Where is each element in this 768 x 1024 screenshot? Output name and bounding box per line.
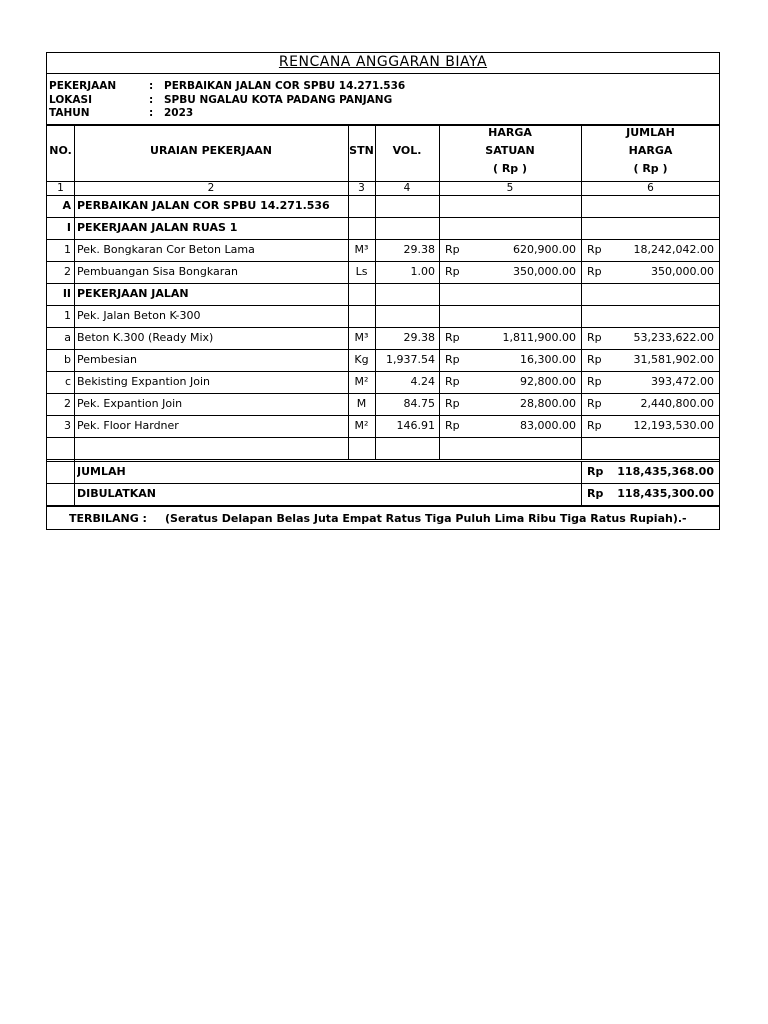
row-volume: 4.24 [410,375,435,388]
total-label: DIBULATKAN [77,487,156,500]
terbilang-text: (Seratus Delapan Belas Juta Empat Ratus Tiga Puluh Lima Ribu Tiga Ratus Rupiah).- [165,512,687,525]
row-unit-price [439,305,576,327]
row-currency: Rp [587,419,602,432]
header-jumlah: HARGA [628,144,673,157]
row-amount: 53,233,622.00 [633,331,714,344]
column-number: 5 [506,182,514,194]
info-label: LOKASI [49,94,92,106]
row-volume [375,437,435,459]
row-amount [581,195,714,217]
header-vol: VOL. [392,144,422,157]
row-currency: Rp [445,243,460,256]
row-description: Pembuangan Sisa Bongkaran [77,265,238,278]
row-currency: Rp [587,331,602,344]
row-amount: 18,242,042.00 [633,243,714,256]
row-unit-price [439,195,576,217]
row-volume: 1.00 [410,265,435,278]
row-unit-price: 28,800.00 [520,397,576,410]
row-volume: 1,937.54 [386,353,435,366]
row-unit [348,217,375,239]
row-unit [348,283,375,305]
row-currency: Rp [445,353,460,366]
row-description: Beton K.300 (Ready Mix) [77,331,214,344]
row-description: Pek. Bongkaran Cor Beton Lama [77,243,255,256]
row-unit-price: 92,800.00 [520,375,576,388]
column-number: 3 [358,182,365,194]
row-description: PEKERJAAN JALAN RUAS 1 [77,221,238,234]
info-value: SPBU NGALAU KOTA PADANG PANJANG [164,94,393,106]
row-currency: Rp [445,375,460,388]
header-no: NO. [49,144,72,157]
row-no: b [64,353,71,366]
info-colon: : [149,107,154,119]
row-unit-price [439,437,576,459]
row-amount [581,437,714,459]
row-amount: 393,472.00 [651,375,714,388]
header-uraian: URAIAN PEKERJAAN [150,144,272,157]
row-no: I [66,221,71,234]
row-volume: 84.75 [403,397,435,410]
column-number: 1 [57,182,64,194]
row-description: PEKERJAAN JALAN [77,287,189,300]
info-colon: : [149,80,154,92]
row-volume [375,283,435,305]
row-no: II [62,287,71,300]
row-description [77,437,347,459]
grid-line [74,124,75,459]
row-no: 2 [64,265,71,278]
row-description: Pek. Expantion Join [77,397,183,410]
row-currency: Rp [587,243,602,256]
row-unit: M² [354,419,369,432]
row-currency: Rp [445,265,460,278]
row-no: a [64,331,71,344]
row-no: 2 [64,397,71,410]
row-description: PERBAIKAN JALAN COR SPBU 14.271.536 [77,199,330,212]
row-unit: M³ [354,243,369,256]
column-number: 4 [403,182,411,194]
row-volume: 29.38 [403,331,435,344]
row-volume [375,195,435,217]
header-harga: SATUAN [485,144,535,157]
row-unit-price: 83,000.00 [520,419,576,432]
total-currency: Rp [587,465,604,478]
total-currency: Rp [587,487,604,500]
row-currency: Rp [587,265,602,278]
row-amount [581,217,714,239]
row-currency: Rp [587,397,602,410]
terbilang-label: TERBILANG : [69,512,147,525]
row-unit: M [356,397,367,410]
grid-line [47,459,720,460]
info-label: TAHUN [49,107,90,119]
row-unit-price: 16,300.00 [520,353,576,366]
row-amount: 12,193,530.00 [633,419,714,432]
row-unit-price [439,283,576,305]
page-title: RENCANA ANGGARAN BIAYA [47,53,719,74]
column-number: 6 [647,182,654,194]
row-amount: 2,440,800.00 [640,397,714,410]
row-volume: 29.38 [403,243,435,256]
header-jumlah: ( Rp ) [633,162,668,175]
row-no: 1 [64,309,71,322]
row-no: c [64,375,71,388]
row-currency: Rp [445,419,460,432]
column-number: 2 [207,182,215,194]
row-no: A [62,199,71,212]
total-label: JUMLAH [77,465,126,478]
row-volume [375,305,435,327]
info-colon: : [149,94,154,106]
row-unit-price: 620,900.00 [513,243,576,256]
total-value: 118,435,300.00 [617,487,714,500]
row-amount: 350,000.00 [651,265,714,278]
row-no: 1 [64,243,71,256]
row-description: Pembesian [77,353,137,366]
row-volume: 146.91 [396,419,435,432]
row-currency: Rp [587,375,602,388]
budget-sheet [46,52,720,530]
header-harga: ( Rp ) [492,162,528,175]
grid-line [74,461,75,505]
row-unit: M² [354,375,369,388]
info-label: PEKERJAAN [49,80,117,92]
row-amount [581,305,714,327]
row-unit [348,305,375,327]
info-value: 2023 [164,107,194,119]
row-unit-price: 1,811,900.00 [502,331,576,344]
header-jumlah: JUMLAH [626,126,675,139]
row-volume [375,217,435,239]
grid-line [47,505,720,507]
row-no [47,437,71,459]
row-unit: Kg [354,353,369,366]
row-description: Pek. Jalan Beton K-300 [77,309,201,322]
row-unit-price [439,217,576,239]
row-unit [348,195,375,217]
header-harga: HARGA [488,126,532,139]
grid-line [74,459,75,461]
header-stn: STN [349,144,374,157]
row-description: Bekisting Expantion Join [77,375,211,388]
row-currency: Rp [445,397,460,410]
row-no: 3 [64,419,71,432]
total-value: 118,435,368.00 [617,465,714,478]
row-unit-price: 350,000.00 [513,265,576,278]
row-unit [348,437,375,459]
row-amount: 31,581,902.00 [633,353,714,366]
row-unit: M³ [354,331,369,344]
row-currency: Rp [445,331,460,344]
row-description: Pek. Floor Hardner [77,419,179,432]
row-currency: Rp [587,353,602,366]
row-unit: Ls [355,265,368,278]
row-amount [581,283,714,305]
info-value: PERBAIKAN JALAN COR SPBU 14.271.536 [164,80,406,92]
